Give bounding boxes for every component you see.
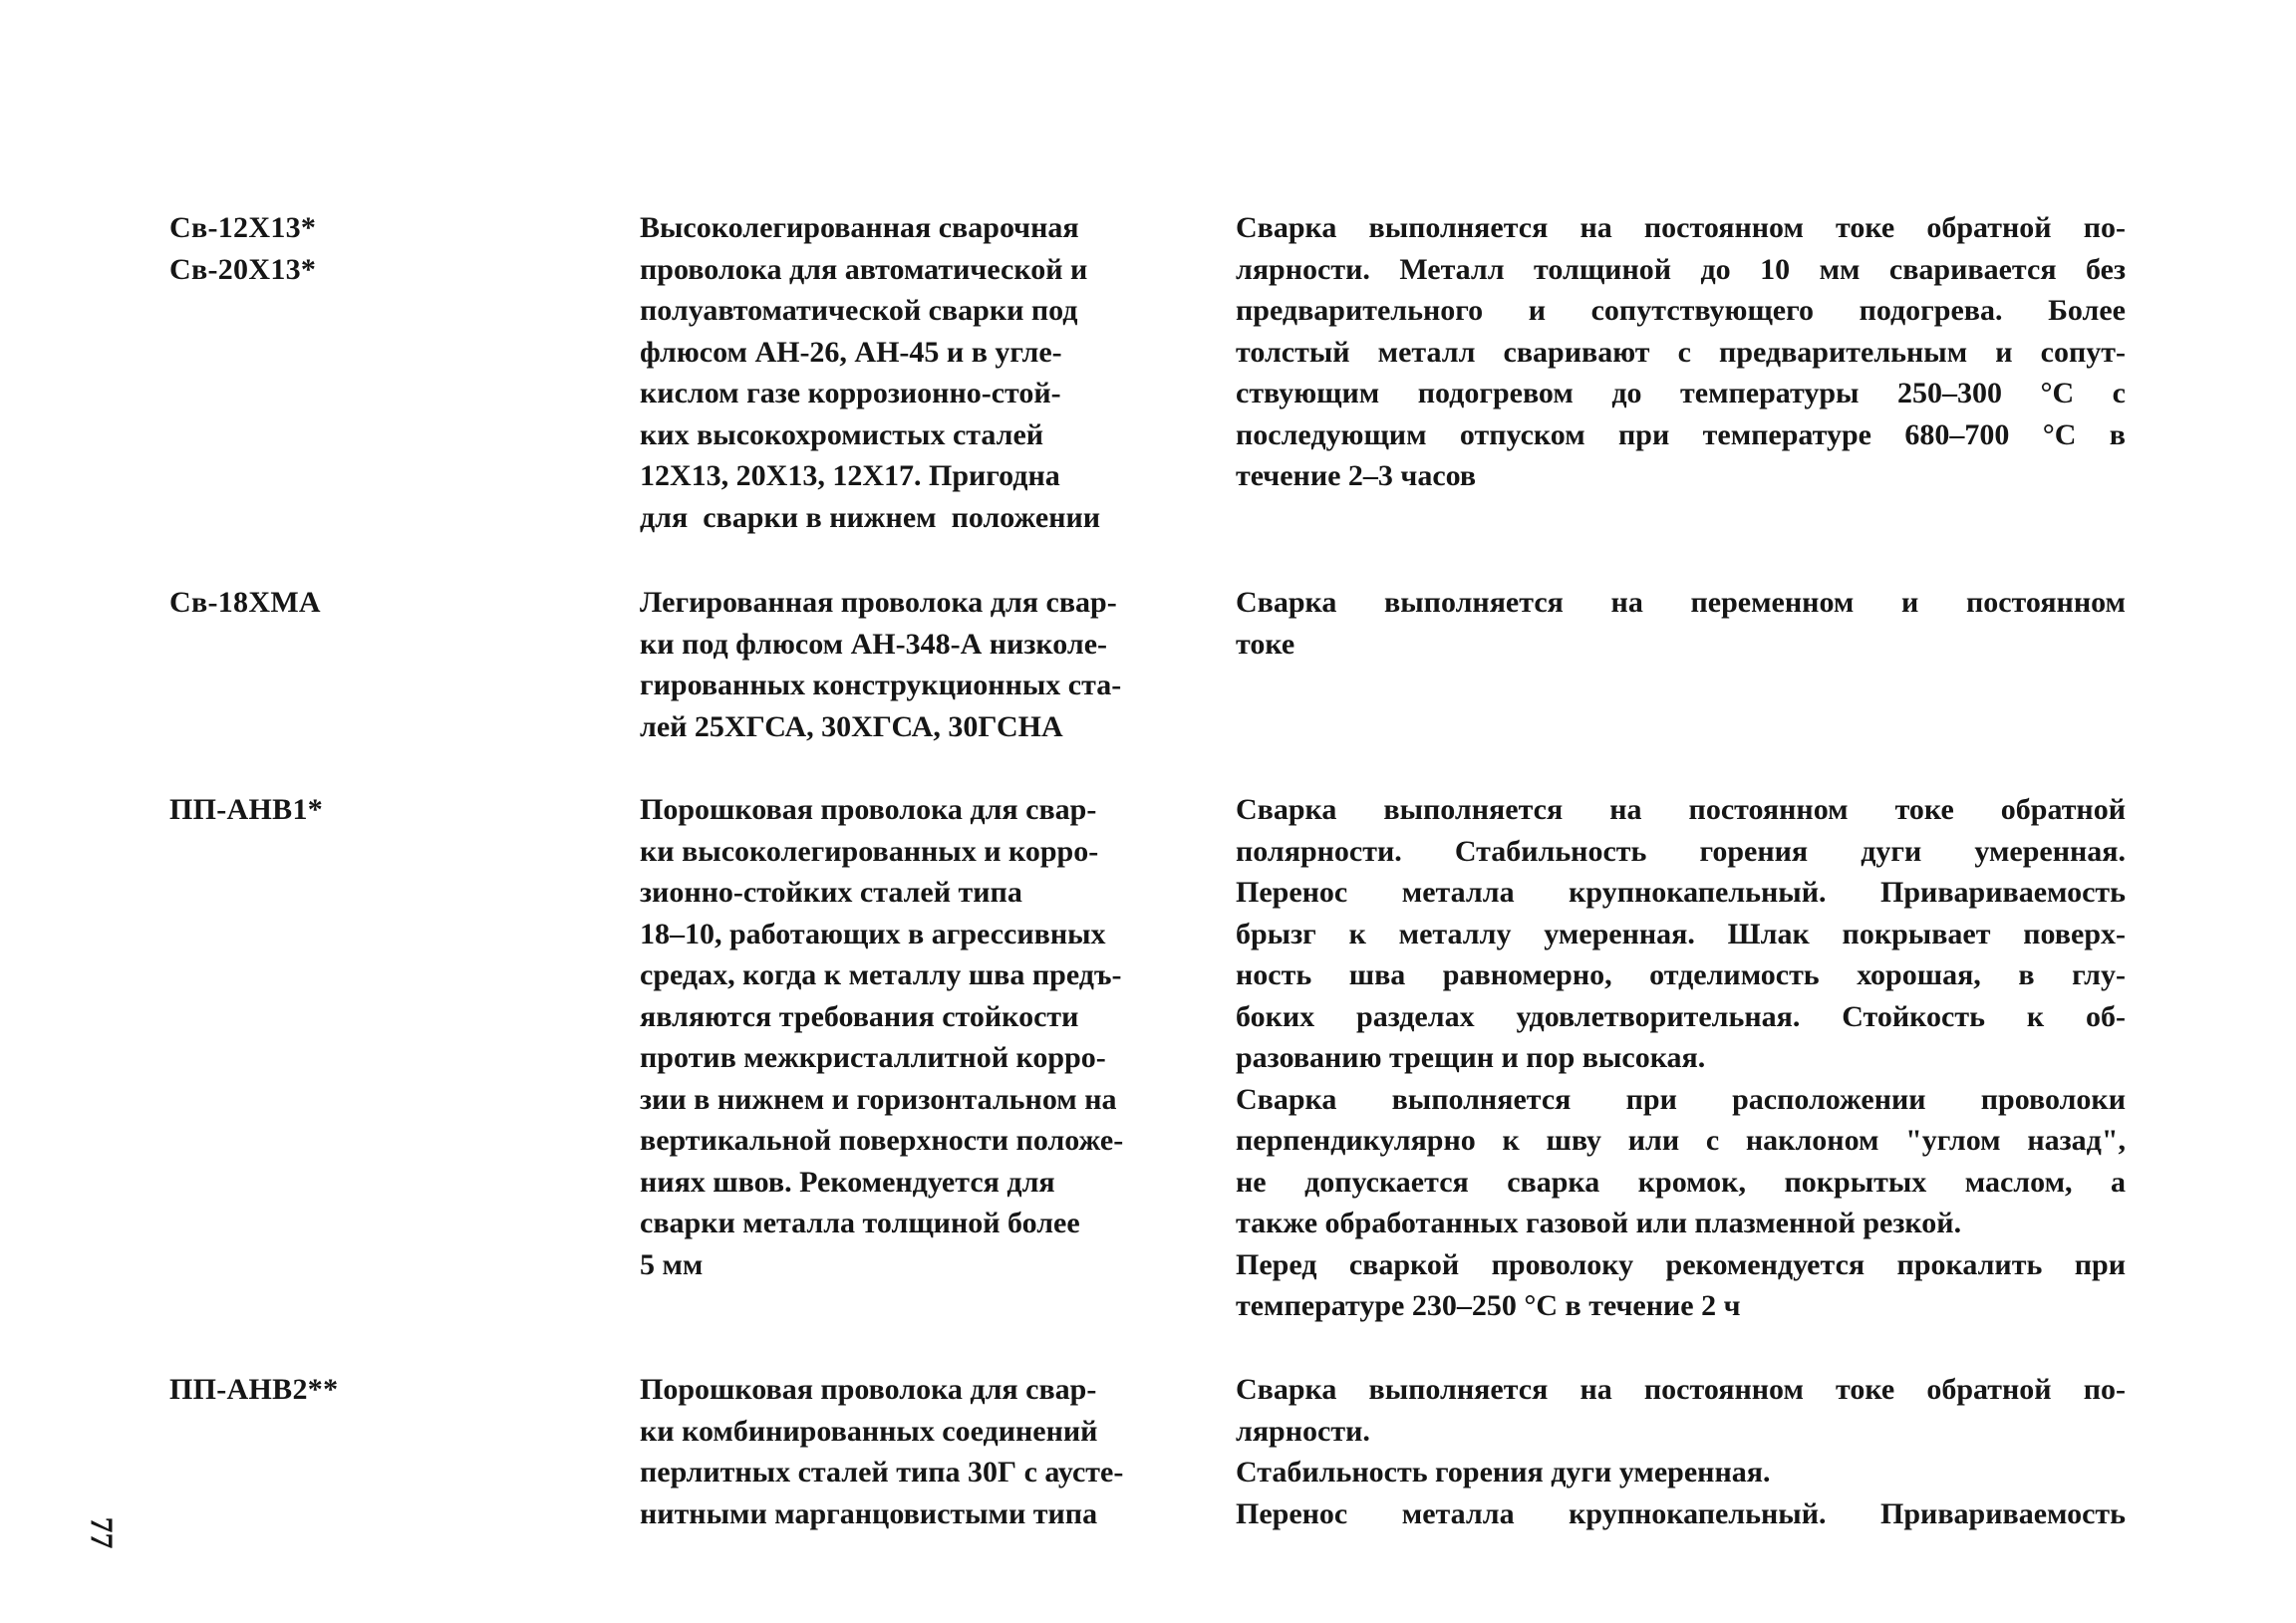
notes-line: не допускается сварка кромок, покрытых маслом, а xyxy=(1236,1165,2126,1199)
description-line: ких высокохромистых сталей xyxy=(640,417,1044,451)
description-line: ки под флюсом АН-348-А низколе- xyxy=(640,627,1108,661)
description-line: нитными марганцовистыми типа xyxy=(640,1496,1098,1530)
notes-line: Сварка выполняется на постоянном токе обратной xyxy=(1236,793,2126,826)
page-number: 77 xyxy=(84,1516,121,1549)
notes-line: Перед сваркой проволоку рекомендуется прокалить при xyxy=(1236,1247,2126,1281)
wire-grade xyxy=(169,582,588,624)
wire-description xyxy=(640,582,1198,747)
notes-line: боких разделах удовлетворительная. Стойкость к об- xyxy=(1236,999,2126,1033)
notes-line: полярности. Стабильность горения дуги умеренная. xyxy=(1236,834,2126,868)
notes-line: ствующим подогревом до температуры 250–300 °С с xyxy=(1236,377,2126,409)
description-line: кислом газе коррозионно-стой- xyxy=(640,377,1061,409)
description-line: Порошковая проволока для свар- xyxy=(640,793,1097,826)
description-line: ки высоколегированных и корро- xyxy=(640,834,1099,868)
description-line: сварки металла толщиной более xyxy=(640,1207,1080,1239)
description-line: 12Х13, 20Х13, 12Х17. Пригодна xyxy=(640,459,1060,492)
notes-line: токе xyxy=(1236,627,1295,661)
description-line: флюсом АН-26, АН-45 и в угле- xyxy=(640,335,1062,369)
description-line: полуавтоматической сварки под xyxy=(640,294,1078,327)
wire-description xyxy=(640,1369,1198,1534)
notes-line: разованию трещин и пор высокая. xyxy=(1236,1041,1706,1074)
notes-line: предварительного и сопутствующего подогрева. Более xyxy=(1236,294,2126,327)
welding-notes xyxy=(1236,207,2126,497)
description-line: против межкристаллитной корро- xyxy=(640,1041,1106,1074)
description-line: являются требования стойкости xyxy=(640,999,1079,1033)
notes-line: Перенос металла крупнокапельный. Привариваемость xyxy=(1236,1496,2126,1530)
notes-line: лярности. xyxy=(1236,1414,1370,1448)
notes-line: температуре 230–250 °С в течение 2 ч xyxy=(1236,1289,1741,1322)
welding-notes xyxy=(1236,582,2126,665)
notes-line: Сварка выполняется на переменном и постоянном xyxy=(1236,586,2126,619)
notes-line: последующим отпуском при температуре 680–700 °С в xyxy=(1236,417,2126,451)
grade-line: Св-18ХМА xyxy=(169,586,321,619)
notes-line: перпендикулярно к шву или с наклоном "углом назад", xyxy=(1236,1124,2126,1157)
description-line: проволока для автоматической и xyxy=(640,252,1088,286)
wire-description xyxy=(640,207,1198,538)
description-line: гированных конструкционных ста- xyxy=(640,669,1122,701)
description-line: Легированная проволока для свар- xyxy=(640,586,1117,619)
notes-line: течение 2–3 часов xyxy=(1236,459,1477,492)
notes-line: ность шва равномерно, отделимость хорошая, в глу- xyxy=(1236,958,2126,991)
grade-line: Св-12Х13* xyxy=(169,211,317,244)
notes-line: также обработанных газовой или плазменной резкой. xyxy=(1236,1207,1962,1239)
description-line: 18–10, работающих в агрессивных xyxy=(640,917,1106,950)
notes-line: брызг к металлу умеренная. Шлак покрывает поверх- xyxy=(1236,917,2126,950)
notes-line: толстый металл сваривают с предварительным и сопут- xyxy=(1236,335,2126,369)
grade-line: ПП-АНВ2** xyxy=(169,1373,339,1406)
wire-grade xyxy=(169,207,588,291)
wire-grade xyxy=(169,1369,588,1411)
description-line: лей 25ХГСА, 30ХГСА, 30ГСНА xyxy=(640,709,1063,743)
description-line: ниях швов. Рекомендуется для xyxy=(640,1165,1055,1199)
description-line: зии в нижнем и горизонтальном на xyxy=(640,1082,1117,1116)
wire-grade xyxy=(169,789,588,831)
description-line: Порошковая проволока для свар- xyxy=(640,1373,1097,1406)
notes-line: Стабильность горения дуги умеренная. xyxy=(1236,1456,1771,1488)
notes-line: Сварка выполняется при расположении проволоки xyxy=(1236,1082,2126,1116)
description-line: вертикальной поверхности положе- xyxy=(640,1124,1124,1157)
notes-line: Перенос металла крупнокапельный. Привариваемость xyxy=(1236,876,2126,909)
description-line: Высоколегированная сварочная xyxy=(640,211,1079,244)
description-line: для сварки в нижнем положении xyxy=(640,500,1101,534)
welding-notes xyxy=(1236,1369,2126,1534)
welding-notes xyxy=(1236,789,2126,1327)
description-line: перлитных сталей типа 30Г с аусте- xyxy=(640,1456,1124,1488)
notes-line: Сварка выполняется на постоянном токе обратной по- xyxy=(1236,1373,2126,1406)
wire-description xyxy=(640,789,1198,1285)
grade-line: Св-20Х13* xyxy=(169,253,317,286)
description-line: 5 мм xyxy=(640,1247,704,1281)
notes-line: Сварка выполняется на постоянном токе обратной по- xyxy=(1236,211,2126,244)
description-line: ки комбинированных соединений xyxy=(640,1414,1098,1448)
grade-line: ПП-АНВ1* xyxy=(169,793,324,826)
notes-line: лярности. Металл толщиной до 10 мм сваривается без xyxy=(1236,252,2126,286)
description-line: средах, когда к металлу шва предъ- xyxy=(640,958,1122,991)
description-line: зионно-стойких сталей типа xyxy=(640,876,1022,909)
